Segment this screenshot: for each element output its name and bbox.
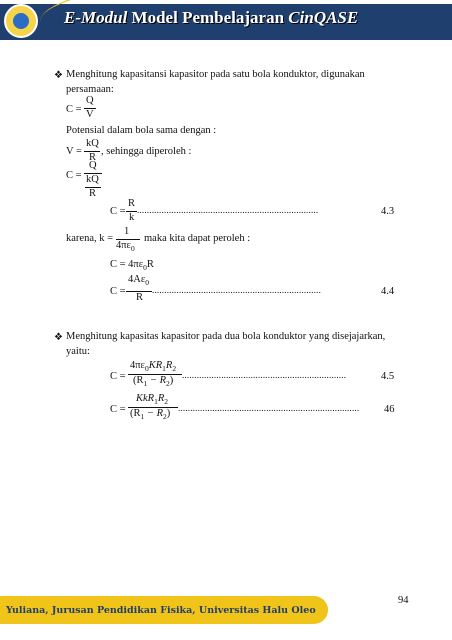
eq45-den-sub1: 1 [143, 379, 148, 389]
section1-intro-line2: persamaan: [66, 84, 114, 95]
eq46-numerator [136, 393, 168, 406]
eq2-denominator: R [89, 152, 97, 163]
eq46-den-a: (R [130, 408, 141, 419]
eq43-denominator: k [129, 212, 135, 223]
eq45-den-a: (R [133, 375, 144, 386]
eq2-lhs: V = [66, 146, 82, 157]
section1-intro-line1: Menghitung kapasitansi kapasitor pada satu bola konduktor, digunakan [66, 69, 365, 80]
eq45-denominator [133, 375, 173, 388]
page-number: 94 [398, 595, 409, 606]
eq46-number: 46 [384, 404, 395, 415]
eq45-lhs: C = [110, 371, 126, 382]
eq45-num-c: R [165, 360, 173, 371]
karena-denominator [116, 240, 135, 253]
eq46-denominator [130, 408, 170, 421]
eq45-numerator [130, 360, 176, 373]
eq44-numerator [128, 274, 149, 287]
eq44-dots: ..................................................................... [152, 285, 322, 295]
eq46-num-sub2: 2 [164, 397, 168, 407]
eq43-lhs: C = [110, 206, 126, 217]
eq2-tail: , sehingga diperoleh : [101, 146, 192, 157]
eq43-dots: .......................................................................... [137, 205, 319, 215]
eq44-num-sub: 0 [145, 278, 149, 288]
eq3-numerator: Q [89, 160, 97, 171]
potential-text: Potensial dalam bola sama dengan : [66, 125, 217, 136]
eq1-denominator: V [86, 109, 94, 120]
eq44-number: 4.4 [381, 286, 395, 297]
eq45-num-b: KR [148, 360, 163, 371]
karena-numerator: 1 [124, 226, 130, 237]
eq45-num-sub1: 0 [144, 364, 149, 374]
eq-c4pi-sub: 0 [143, 263, 147, 273]
title-middle: Model Pembelajaran [127, 8, 289, 27]
eq45-num-sub3: 2 [172, 364, 177, 374]
eq46-num-a: KkR [136, 393, 155, 404]
eq46-dots: .......................................................................... [178, 403, 360, 413]
karena-tail: maka kita dapat peroleh : [144, 233, 251, 244]
title-cinqase: CinQASE [288, 8, 359, 27]
eq46-den-b: − R [144, 408, 163, 419]
eq46-den-sub2: 2 [163, 412, 167, 422]
eq44-denominator: R [136, 292, 144, 303]
eq1-numerator: Q [86, 95, 94, 106]
eq44-num-base: 4Aε [128, 274, 146, 285]
eq-c4pi-tail: R [146, 259, 154, 270]
eq45-den-sub2: 2 [166, 379, 170, 389]
karena-text: karena, k = [66, 233, 114, 244]
footer-author: Yuliana, Jurusan Pendidikan Fisika, Universitas Halu Oleo [6, 605, 316, 616]
eq44-lhs: C = [110, 286, 126, 297]
eq43-numerator: R [128, 198, 136, 209]
eq3-den-denominator: R [89, 188, 97, 199]
title-emodul: E-Modul [64, 8, 128, 27]
eq45-dots: ................................................................... [182, 370, 347, 380]
eq46-den-c: ) [166, 408, 171, 419]
eq46-lhs: C = [110, 404, 126, 415]
eq46-num-b: R [157, 393, 165, 404]
section2-intro-line1: Menghitung kapasitas kapasitor pada dua bola konduktor yang disejajarkan, [66, 331, 386, 342]
bullet-icon: ❖ [54, 332, 63, 343]
eq46-num-sub1: 1 [154, 397, 158, 407]
eq45-den-c: ) [169, 375, 174, 386]
section2-intro-line2: yaitu: [66, 346, 90, 357]
bullet-icon: ❖ [54, 70, 63, 81]
karena-den-base: 4πε [116, 240, 131, 251]
eq1-lhs: C = [66, 104, 82, 115]
eq43-number: 4.3 [381, 206, 395, 217]
eq3-den-numerator: kQ [86, 174, 99, 185]
eq45-num-a: 4πε [130, 360, 145, 371]
eq46-den-sub1: 1 [140, 412, 145, 422]
eq2-numerator: kQ [86, 138, 99, 149]
eq45-number: 4.5 [381, 371, 395, 382]
eq-c4pi [110, 259, 154, 272]
karena-den-sub: 0 [130, 244, 135, 254]
eq-c4pi-base: C = 4πε [110, 259, 144, 270]
eq3-lhs: C = [66, 170, 82, 181]
eq45-num-sub2: 1 [162, 364, 166, 374]
eq45-den-b: − R [147, 375, 166, 386]
